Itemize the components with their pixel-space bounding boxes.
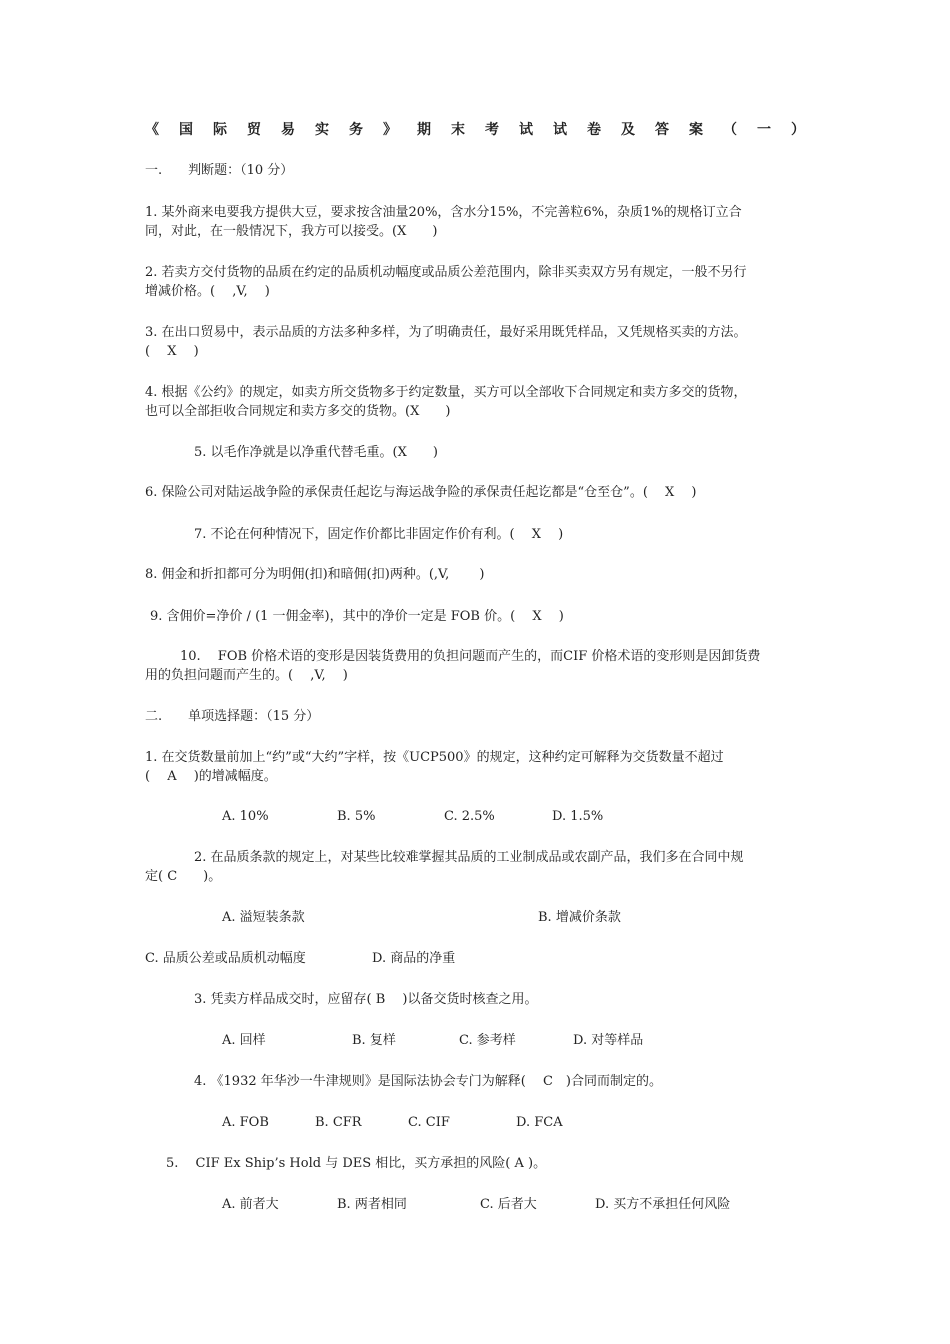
s1-q10-line1: 10. FOB 价格术语的变形是因装货费用的负担问题而产生的，而CIF 价格术语的变形则是因卸货费 (180, 649, 761, 664)
title-char: 贸 (247, 122, 261, 138)
option-a: A. 10% (222, 809, 269, 824)
s1-q2-line2: 增减价格。( ,V, ) (145, 284, 270, 299)
option-a: A. 回样 (222, 1033, 266, 1048)
title-char: 卷 (587, 122, 601, 138)
title-char: 实 (315, 122, 329, 138)
s1-q9: 9. 含佣价=净价 / (1 一佣金率)，其中的净价一定是 FOB 价。( X ) (150, 609, 564, 624)
option-d: D. 1.5% (552, 809, 604, 824)
title-char: 务 (349, 122, 363, 138)
s1-q8: 8. 佣金和折扣都可分为明佣(扣)和暗佣(扣)两种。(,V, ) (145, 567, 485, 582)
s2-q2-line2: 定( C )。 (145, 869, 222, 884)
s1-q2-line1: 2. 若卖方交付货物的品质在约定的品质机动幅度或品质公差范围内，除非买卖双方另有规定，一般不另行 (145, 265, 747, 280)
title-char: 末 (451, 122, 465, 138)
section1-heading: 一. 判断题：（10 分） (145, 163, 294, 178)
s1-q4-line2: 也可以全部拒收合同规定和卖方多交的货物。(X ) (145, 404, 451, 419)
s2-q3: 3. 凭卖方样品成交时，应留存( B )以备交货时核查之用。 (194, 992, 538, 1007)
option-b: B. CFR (315, 1115, 362, 1130)
title-char: 《 (145, 122, 159, 138)
section2-heading: 二. 单项选择题：（15 分） (145, 709, 320, 724)
s1-q1-line2: 同，对此，在一般情况下，我方可以接受。(X ) (145, 224, 438, 239)
title-char: 及 (621, 122, 635, 138)
s2-q2-option-c: C. 品质公差或品质机动幅度 (145, 951, 306, 966)
s2-q2-line1: 2. 在品质条款的规定上，对某些比较难掌握其品质的工业制成品或农副产品，我们多在合同中规 (194, 850, 744, 865)
title-char: 》 (383, 122, 397, 138)
s2-q4-options (222, 1114, 563, 1132)
title-char: ） (791, 122, 805, 138)
s2-q2-option-b: B. 增减价条款 (538, 910, 621, 925)
title-char: 际 (213, 122, 227, 138)
s1-q4-line1: 4. 根据《公约》的规定，如卖方所交货物多于约定数量，买方可以全部收下合同规定和卖方多交的货物， (145, 385, 747, 400)
option-c: C. CIF (408, 1115, 450, 1130)
title-char: 考 (485, 122, 499, 138)
s1-q10-line2: 用的负担问题而产生的。( ,V, ) (145, 668, 348, 683)
s2-q4: 4. 《1932 年华沙一牛津规则》是国际法协会专门为解释( C )合同而制定的。 (194, 1074, 662, 1089)
s2-q1-options (222, 808, 603, 826)
s2-q1-line2: ( A )的增减幅度。 (145, 769, 277, 784)
s2-q2-option-d: D. 商品的净重 (372, 951, 456, 966)
title-char: 一 (757, 122, 771, 138)
option-b: B. 复样 (352, 1033, 396, 1048)
s2-q5: 5. CIF Ex Ship’s Hold 与 DES 相比，买方承担的风险( A )。 (166, 1156, 547, 1171)
title-char: （ (723, 122, 737, 138)
option-a: A. FOB (222, 1115, 269, 1130)
s2-q5-options (222, 1196, 730, 1214)
title-char: 试 (553, 122, 567, 138)
s1-q1-line1: 1. 某外商来电要我方提供大豆，要求按含油量20%，含水分15%，不完善粒6%，杂质1%的规格订立合 (145, 205, 742, 220)
s1-q3-line1: 3. 在出口贸易中，表示品质的方法多种多样，为了明确责任，最好采用既凭样品，又凭规格买卖的方法。 (145, 325, 747, 340)
s1-q7: 7. 不论在何种情况下，固定作价都比非固定作价有利。( X ) (194, 527, 564, 542)
s1-q3-line2: ( X ) (145, 344, 199, 359)
title-char: 试 (519, 122, 533, 138)
title-char: 国 (179, 122, 193, 138)
s2-q3-options (222, 1032, 643, 1050)
s2-q2-option-a: A. 溢短装条款 (222, 910, 305, 925)
option-d: D. 买方不承担任何风险 (595, 1197, 731, 1212)
title-char: 案 (689, 122, 703, 138)
option-b: B. 两者相同 (337, 1197, 407, 1212)
option-c: C. 参考样 (459, 1033, 516, 1048)
title-char: 答 (655, 122, 669, 138)
option-a: A. 前者大 (222, 1197, 279, 1212)
title-char: 期 (417, 122, 431, 138)
option-b: B. 5% (337, 809, 376, 824)
s1-q5: 5. 以毛作净就是以净重代替毛重。(X ) (194, 445, 438, 460)
option-d: D. 对等样品 (573, 1033, 644, 1048)
title-char: 易 (281, 122, 295, 138)
option-d: D. FCA (516, 1115, 563, 1130)
option-c: C. 2.5% (444, 809, 495, 824)
s1-q6: 6. 保险公司对陆运战争险的承保责任起讫与海运战争险的承保责任起讫都是“仓至仓”。( X ) (145, 485, 697, 500)
page-title (145, 120, 805, 140)
s2-q1-line1: 1. 在交货数量前加上“约”或“大约”字样，按《UCP500》的规定，这种约定可解释为交货数量不超过 (145, 750, 724, 765)
option-c: C. 后者大 (480, 1197, 537, 1212)
